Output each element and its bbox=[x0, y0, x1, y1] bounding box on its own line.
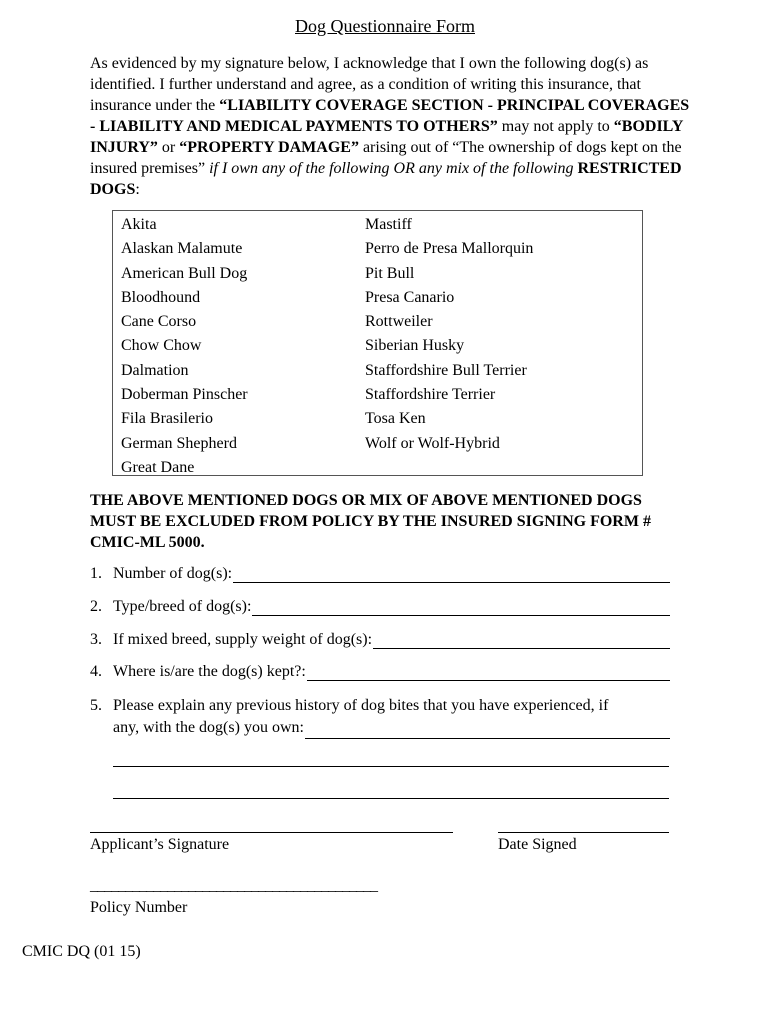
number-of-dogs-field[interactable] bbox=[233, 566, 670, 583]
bite-history-field-line-3[interactable] bbox=[113, 798, 669, 799]
breed-item: Akita bbox=[121, 216, 157, 233]
question-label: Please explain any previous history of dog bites that you have experienced, if bbox=[113, 697, 609, 714]
intro-text: : bbox=[135, 181, 140, 198]
bite-history-field[interactable] bbox=[305, 722, 670, 739]
breed-item: Staffordshire Terrier bbox=[365, 386, 496, 404]
bodily-injury-term: “BODILY INJURY” bbox=[90, 118, 683, 156]
breed-list-left bbox=[121, 213, 248, 480]
question-number: 4. bbox=[90, 663, 102, 680]
breed-item: Wolf or Wolf-Hybrid bbox=[365, 434, 500, 452]
question-number: 1. bbox=[90, 565, 102, 582]
breed-item: Dalmation bbox=[121, 361, 189, 379]
breed-item: Presa Canario bbox=[365, 288, 455, 306]
breed-item: Pit Bull bbox=[365, 264, 415, 282]
intro-text: may not apply to bbox=[497, 118, 614, 135]
question-label: Number of dog(s): bbox=[113, 565, 233, 582]
intro-text: or bbox=[157, 139, 180, 156]
breed-item: Doberman Pinscher bbox=[121, 386, 248, 404]
intro-text: As evidenced by my signature below, I acknowledge that I own the following dog(s) as identified. I further understand and agree, as a condition of writing this insurance, that insurance under the bbox=[90, 55, 649, 114]
form-title: Dog Questionnaire Form bbox=[295, 16, 475, 36]
date-signed-field[interactable] bbox=[498, 832, 669, 833]
question-number-of-dogs bbox=[90, 565, 670, 583]
breed-item: Perro de Presa Mallorquin bbox=[365, 240, 534, 258]
question-mixed-weight bbox=[90, 631, 670, 649]
breed-item: Siberian Husky bbox=[365, 337, 465, 355]
breed-item: American Bull Dog bbox=[121, 264, 248, 282]
question-number: 5. bbox=[90, 697, 102, 714]
breed-item: German Shepherd bbox=[121, 434, 237, 452]
restriction-condition: if I own any of the following OR any mix of the following bbox=[209, 160, 574, 177]
breed-item: Staffordshire Bull Terrier bbox=[365, 361, 527, 379]
form-code: CMIC DQ (01 15) bbox=[22, 943, 141, 960]
coverage-section-name: “LIABILITY COVERAGE SECTION - PRINCIPAL COVERAGES - LIABILITY AND MEDICAL PAYMENTS TO OTHERS” bbox=[90, 97, 690, 135]
applicant-signature-label: Applicant’s Signature bbox=[90, 836, 230, 853]
question-bite-history bbox=[90, 695, 670, 739]
restricted-breeds-box bbox=[112, 210, 643, 476]
breed-item: Fila Brasilerio bbox=[121, 410, 213, 428]
breed-item: Chow Chow bbox=[121, 337, 202, 355]
question-label-continued: any, with the dog(s) you own: bbox=[113, 719, 304, 736]
question-where-kept bbox=[90, 663, 670, 681]
question-label: Where is/are the dog(s) kept?: bbox=[113, 663, 306, 680]
restricted-dogs-term: RESTRICTED DOGS bbox=[90, 160, 682, 198]
question-label: If mixed breed, supply weight of dog(s): bbox=[113, 631, 373, 648]
policy-number-label: Policy Number bbox=[90, 899, 188, 916]
bite-history-field-line-2[interactable] bbox=[113, 766, 669, 767]
question-number: 3. bbox=[90, 631, 102, 648]
exclusion-warning: THE ABOVE MENTIONED DOGS OR MIX OF ABOVE MENTIONED DOGS MUST BE EXCLUDED FROM POLICY BY THE INSURED SIGNING FORM # CMIC-ML 5000. bbox=[90, 492, 651, 551]
breed-list-right bbox=[365, 213, 533, 456]
breed-item: Cane Corso bbox=[121, 313, 197, 331]
question-number: 2. bbox=[90, 598, 102, 615]
intro-text: arising out of “The ownership of dogs kept on the insured premises” bbox=[90, 139, 682, 177]
question-label: Type/breed of dog(s): bbox=[113, 598, 252, 615]
date-signed-label: Date Signed bbox=[498, 836, 577, 853]
breed-field[interactable] bbox=[252, 599, 670, 616]
breed-item: Rottweiler bbox=[365, 313, 433, 331]
question-breed bbox=[90, 598, 670, 616]
breed-item: Tosa Ken bbox=[365, 410, 426, 428]
property-damage-term: “PROPERTY DAMAGE” bbox=[179, 139, 359, 156]
applicant-signature-field[interactable] bbox=[90, 832, 453, 833]
intro-paragraph bbox=[90, 53, 690, 200]
breed-item: Mastiff bbox=[365, 216, 412, 233]
breed-item: Alaskan Malamute bbox=[121, 240, 243, 258]
breed-item: Bloodhound bbox=[121, 288, 201, 306]
breed-item: Great Dane bbox=[121, 458, 195, 476]
where-kept-field[interactable] bbox=[307, 664, 670, 681]
policy-number-field[interactable]: _________________________________________ bbox=[90, 877, 377, 894]
weight-field[interactable] bbox=[373, 632, 670, 649]
